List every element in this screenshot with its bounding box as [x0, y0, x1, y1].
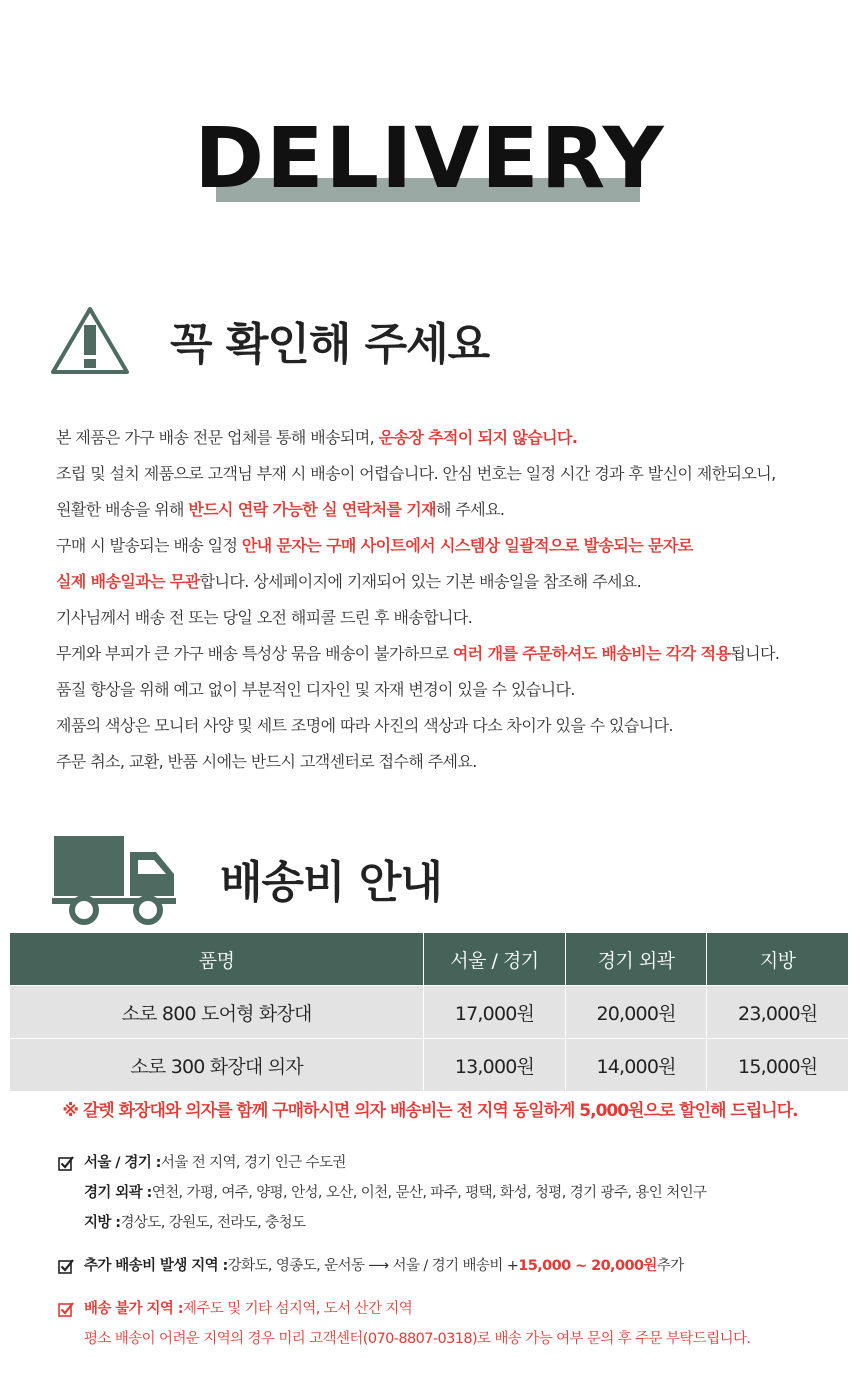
table-row	[10, 986, 848, 1039]
warning-section-header	[50, 305, 489, 375]
extra-fee-block	[58, 1251, 848, 1281]
outer-text: 연천, 가평, 여주, 양평, 안성, 오산, 이천, 문산, 파주, 평택, 화성, 청평, 경기 광주, 용인 처인구	[151, 1185, 707, 1201]
notice-line: 무게와 부피가 큰 가구 배송 특성상 묶음 배송이 불가하므로 여러 개를 주문하셔도 배송비는 각각 적용됩니다.	[56, 644, 780, 663]
warning-icon	[50, 305, 130, 375]
table-cell: 소로 300 화장대 의자	[10, 1039, 424, 1092]
table-cell: 13,000원	[424, 1039, 566, 1092]
fee-table	[10, 933, 848, 1091]
extra-tail: 추가	[656, 1258, 684, 1274]
notice-line: 품질 향상을 위해 예고 없이 부분적인 디자인 및 자재 변경이 있을 수 있습니다.	[56, 680, 575, 699]
column-header: 품명	[10, 933, 424, 986]
seoul-label: 서울 / 경기 :	[84, 1155, 161, 1171]
column-header: 서울 / 경기	[424, 933, 566, 986]
notice-line: 기사님께서 배송 전 또는 당일 오전 해피콜 드린 후 배송합니다.	[56, 608, 473, 627]
table-cell: 20,000원	[565, 986, 707, 1039]
column-header: 지방	[707, 933, 848, 986]
table-cell: 14,000원	[565, 1039, 707, 1092]
extra-text: 강화도, 영종도, 운서동 ⟶ 서울 / 경기 배송비 +	[227, 1258, 519, 1274]
table-cell: 소로 800 도어형 화장대	[10, 986, 424, 1039]
notice-line: 구매 시 발송되는 배송 일정 안내 문자는 구매 사이트에서 시스템상 일괄적으로 발송되는 문자로	[56, 536, 693, 555]
page-title: DELIVERY	[194, 109, 666, 207]
checkbox-icon	[58, 1155, 74, 1171]
extra-fee-amount: 15,000 ~ 20,000원	[518, 1258, 657, 1274]
notice-list	[56, 420, 846, 780]
checkbox-icon	[58, 1301, 74, 1317]
local-label: 지방 :	[84, 1215, 121, 1231]
notice-line: 조립 및 설치 제품으로 고객님 부재 시 배송이 어렵습니다. 안심 번호는 일정 시간 경과 후 발신이 제한되오니,	[56, 464, 776, 483]
region-row	[58, 1251, 848, 1281]
column-header: 경기 외곽	[565, 933, 707, 986]
region-row	[58, 1178, 848, 1208]
fee-section-header	[50, 830, 442, 926]
seoul-text: 서울 전 지역, 경기 인근 수도권	[160, 1155, 346, 1171]
table-row	[10, 1039, 848, 1092]
local-text: 경상도, 강원도, 전라도, 충청도	[120, 1215, 306, 1231]
notice-line: 제품의 색상은 모니터 사양 및 세트 조명에 따라 사진의 색상과 다소 차이가 있을 수 있습니다.	[56, 716, 673, 735]
notice-line: 실제 배송일과는 무관합니다. 상세페이지에 기재되어 있는 기본 배송일을 참조해 주세요.	[56, 572, 642, 591]
region-row	[58, 1324, 848, 1354]
notice-line: 주문 취소, 교환, 반품 시에는 반드시 고객센터로 접수해 주세요.	[56, 752, 477, 771]
truck-icon	[50, 830, 180, 926]
unavailable-note: 평소 배송이 어려운 지역의 경우 미리 고객센터(070-8807-0318)로 배송 가능 여부 문의 후 주문 부탁드립니다.	[84, 1331, 751, 1347]
notice-line: 원활한 배송을 위해 반드시 연락 가능한 실 연락처를 기재해 주세요.	[56, 500, 505, 519]
table-cell: 15,000원	[707, 1039, 848, 1092]
region-info-block	[58, 1148, 848, 1238]
region-row	[58, 1208, 848, 1238]
discount-notice: ※ 갈렛 화장대와 의자를 함께 구매하시면 의자 배송비는 전 지역 동일하게 5,000원으로 할인해 드립니다.	[62, 1101, 798, 1121]
region-row	[58, 1148, 848, 1178]
table-cell: 23,000원	[707, 986, 848, 1039]
extra-label: 추가 배송비 발생 지역 :	[84, 1258, 228, 1274]
fee-heading: 배송비 안내	[220, 857, 442, 908]
outer-label: 경기 외곽 :	[84, 1185, 152, 1201]
table-cell: 17,000원	[424, 986, 566, 1039]
unavailable-block	[58, 1294, 848, 1354]
warning-heading: 꼭 확인해 주세요	[170, 319, 490, 370]
table-header-row	[10, 933, 848, 986]
checkbox-icon	[58, 1258, 74, 1274]
notice-line: 본 제품은 가구 배송 전문 업체를 통해 배송되며, 운송장 추적이 되지 않습니다.	[56, 428, 578, 447]
region-row	[58, 1294, 848, 1324]
unavailable-text: 제주도 및 기타 섬지역, 도서 산간 지역	[183, 1301, 413, 1317]
unavailable-label: 배송 불가 지역 :	[84, 1301, 183, 1317]
